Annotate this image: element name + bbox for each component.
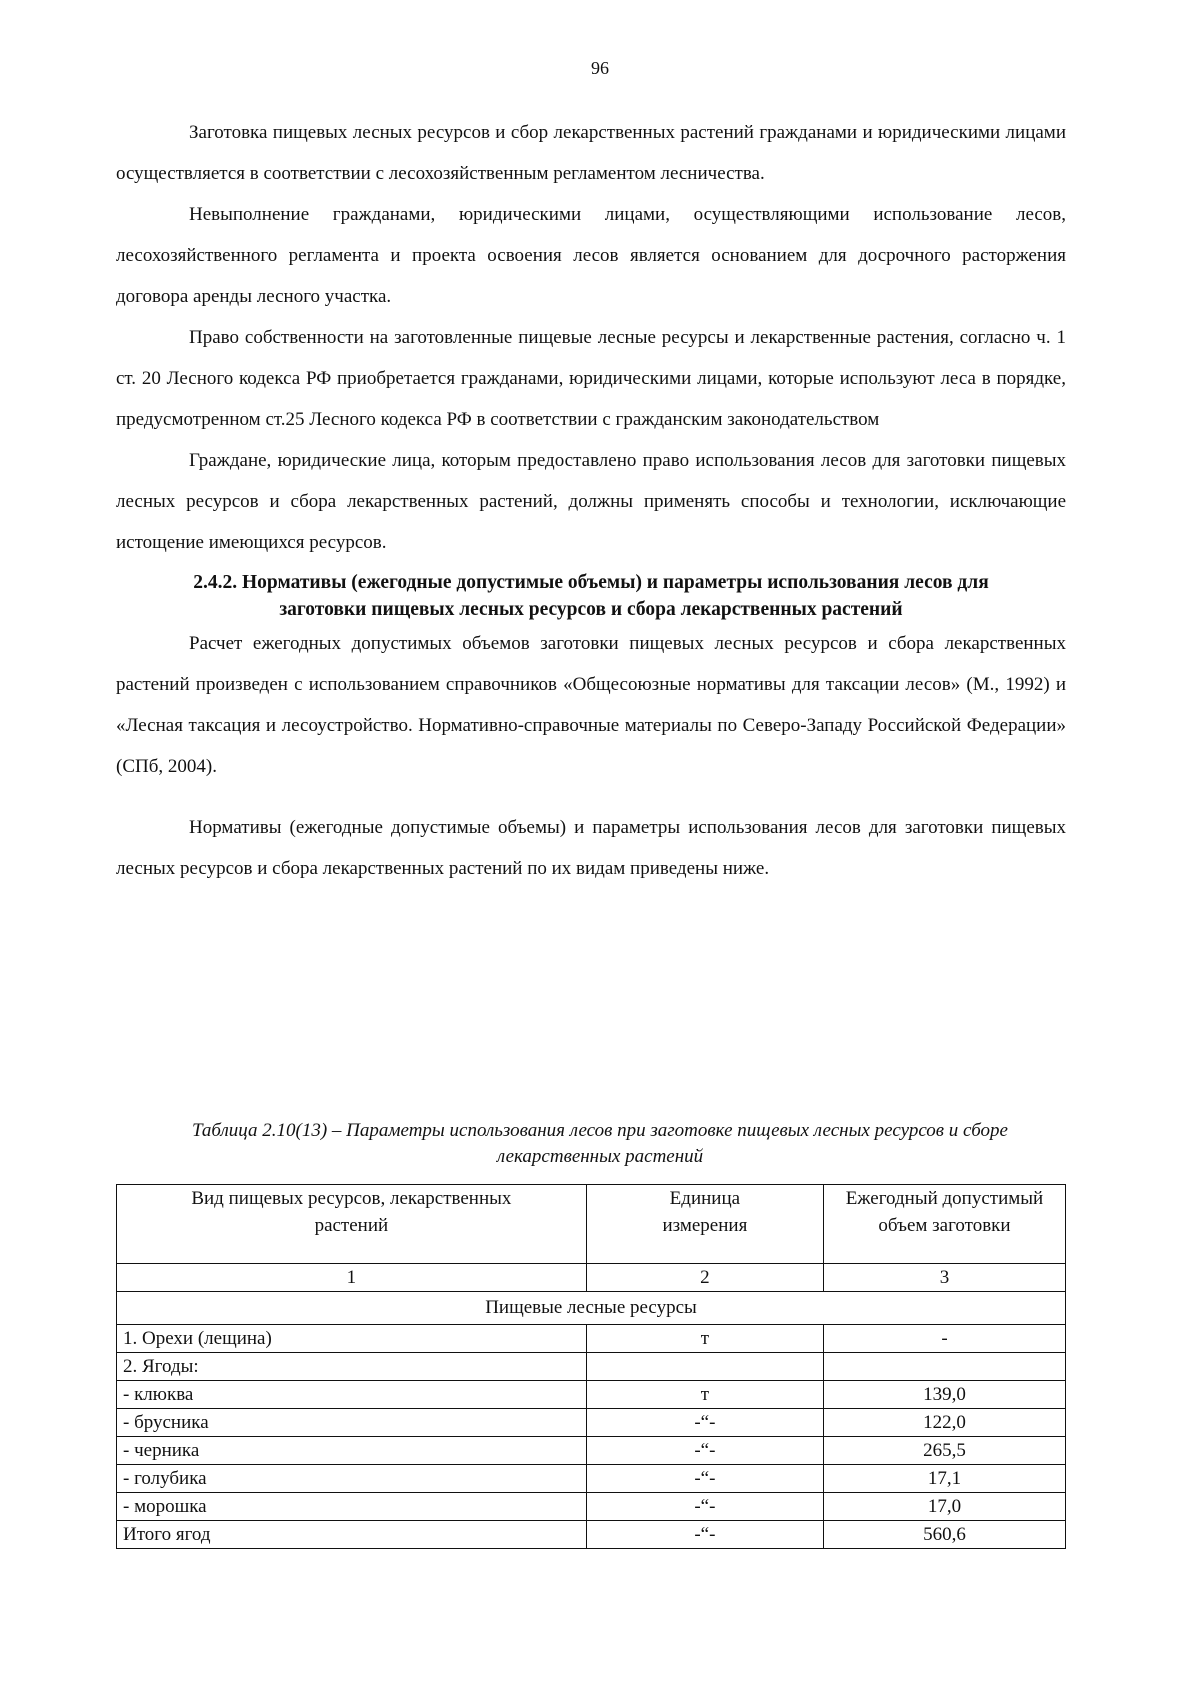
- paragraph: Нормативы (ежегодные допустимые объемы) и параметры использования лесов для заготовки пищевых лесных ресурсов и сбора лекарственных растений по их видам приведены ниже.: [116, 817, 1066, 879]
- resources-table: [116, 1184, 1066, 1549]
- table-row: [117, 1409, 1066, 1437]
- column-number: 3: [824, 1264, 1066, 1292]
- row-unit: -“-: [586, 1493, 823, 1521]
- header-cell-volume: Ежегодный допустимый объем заготовки: [824, 1185, 1066, 1264]
- column-number: 1: [117, 1264, 587, 1292]
- row-name: Итого ягод: [117, 1521, 587, 1549]
- row-unit: -“-: [586, 1521, 823, 1549]
- table-row: [117, 1437, 1066, 1465]
- row-value: -: [824, 1325, 1066, 1353]
- column-number: 2: [586, 1264, 823, 1292]
- row-name: 1. Орехи (лещина): [117, 1325, 587, 1353]
- column-number-row: [117, 1264, 1066, 1292]
- row-unit: -“-: [586, 1437, 823, 1465]
- row-value: 265,5: [824, 1437, 1066, 1465]
- header-cell-unit: Единица измерения: [586, 1185, 823, 1264]
- paragraph: Расчет ежегодных допустимых объемов заготовки пищевых лесных ресурсов и сбора лекарственных растений произведен с использованием справочников «Общесоюзные нормативы для таксации лесов» (М., 1992) и «Лесная таксация и лесоустройство. Нормативно-справочные материалы по Северо-Западу Российской Федерации» (СПб, 2004).: [116, 633, 1066, 777]
- row-unit: -“-: [586, 1409, 823, 1437]
- row-name: - брусника: [117, 1409, 587, 1437]
- paragraph: Заготовка пищевых лесных ресурсов и сбор лекарственных растений гражданами и юридическими лицами осуществляется в соответствии с лесохозяйственным регламентом лесничества.: [116, 122, 1066, 184]
- row-name: 2. Ягоды:: [117, 1353, 587, 1381]
- header-cell-type: Вид пищевых ресурсов, лекарственных растений: [117, 1185, 587, 1264]
- row-value: 560,6: [824, 1521, 1066, 1549]
- paragraph: Право собственности на заготовленные пищевые лесные ресурсы и лекарственные растения, согласно ч. 1 ст. 20 Лесного кодекса РФ приобретается гражданами, юридическими лицами, которые используют леса в порядке, предусмотренном ст.25 Лесного кодекса РФ в соответствии с гражданским законодательством: [116, 327, 1066, 430]
- row-unit: [586, 1353, 823, 1381]
- row-value: 139,0: [824, 1381, 1066, 1409]
- row-unit: -“-: [586, 1465, 823, 1493]
- table-row: [117, 1353, 1066, 1381]
- row-value: [824, 1353, 1066, 1381]
- body-text: [116, 112, 1066, 889]
- group-row: [117, 1292, 1066, 1325]
- table-row: [117, 1465, 1066, 1493]
- table-row: [117, 1325, 1066, 1353]
- table-row: [117, 1521, 1066, 1549]
- row-unit: т: [586, 1381, 823, 1409]
- table-row: [117, 1493, 1066, 1521]
- row-name: - голубика: [117, 1465, 587, 1493]
- row-name: - черника: [117, 1437, 587, 1465]
- table-caption: Таблица 2.10(13) – Параметры использования лесов при заготовке пищевых лесных ресурсов и сборе лекарственных растений: [192, 1120, 1008, 1167]
- row-value: 17,0: [824, 1493, 1066, 1521]
- row-name: - клюква: [117, 1381, 587, 1409]
- row-unit: т: [586, 1325, 823, 1353]
- row-name: - морошка: [117, 1493, 587, 1521]
- page-number: 96: [591, 58, 609, 78]
- section-heading: 2.4.2. Нормативы (ежегодные допустимые объемы) и параметры использования лесов для заготовки пищевых лесных ресурсов и сбора лекарственных растений: [193, 572, 989, 620]
- paragraph: Граждане, юридические лица, которым предоставлено право использования лесов для заготовки пищевых лесных ресурсов и сбора лекарственных растений, должны применять способы и технологии, исключающие истощение имеющихся ресурсов.: [116, 450, 1066, 553]
- paragraph: Невыполнение гражданами, юридическими лицами, осуществляющими использование лесов, лесохозяйственного регламента и проекта освоения лесов является основанием для досрочного расторжения договора аренды лесного участка.: [116, 204, 1066, 307]
- row-value: 122,0: [824, 1409, 1066, 1437]
- row-value: 17,1: [824, 1465, 1066, 1493]
- table-row: [117, 1381, 1066, 1409]
- group-label: Пищевые лесные ресурсы: [117, 1292, 1066, 1325]
- table-header-row: [117, 1185, 1066, 1264]
